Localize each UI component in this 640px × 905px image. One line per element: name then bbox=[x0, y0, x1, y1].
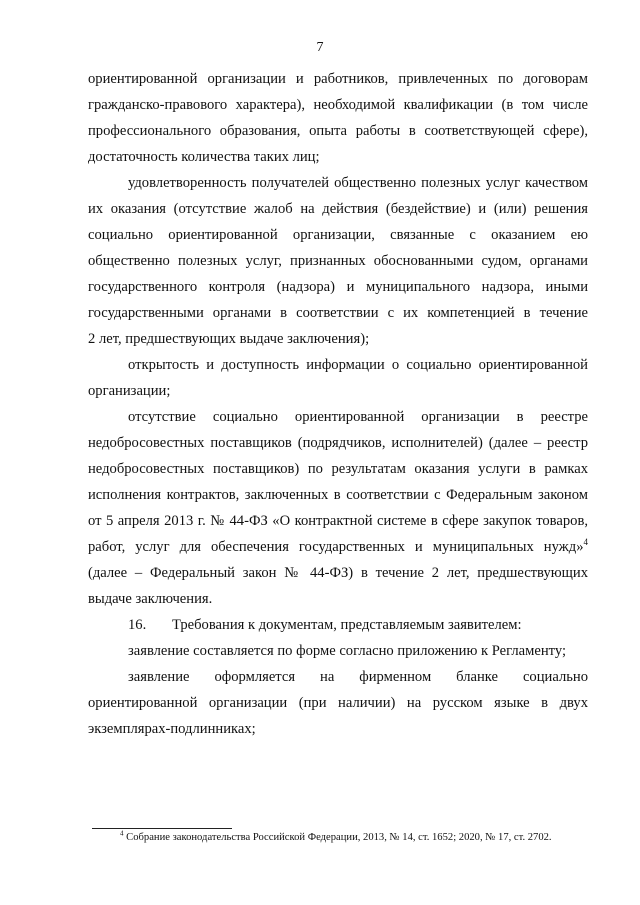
paragraph-information-openness bbox=[88, 352, 588, 404]
text-line: удовлетворенность получателей общественно полезных услуг качеством bbox=[128, 175, 588, 191]
paragraph-application-letterhead bbox=[88, 664, 588, 742]
text-line: достаточность количества таких лиц; bbox=[88, 149, 320, 165]
text-line: ориентированной организации и работников, привлеченных по договорам bbox=[88, 71, 588, 87]
item-number: 16. bbox=[128, 617, 147, 633]
text-line: от 5 апреля 2013 г. № 44-ФЗ «О контрактной системе в сфере закупок товаров, bbox=[88, 513, 588, 529]
footnote-reference: 4 bbox=[583, 537, 588, 548]
text-line bbox=[88, 612, 588, 638]
text-line: недобросовестных поставщиков (подрядчиков, исполнителей) (далее – реестр bbox=[88, 435, 588, 451]
text-line: ориентированной организации (при наличии) на русском языке в двух bbox=[88, 695, 588, 711]
text-line: заявление составляется по форме согласно приложению к Регламенту; bbox=[128, 643, 567, 659]
paragraph-recipient-satisfaction bbox=[88, 170, 588, 352]
paragraph-staff-qualification bbox=[88, 66, 588, 170]
document-body bbox=[88, 66, 588, 742]
text-line: заявление оформляется на фирменном бланке социально bbox=[128, 669, 588, 685]
text-line: открытость и доступность информации о социально ориентированной bbox=[128, 357, 588, 373]
text-line: 2 лет, предшествующих выдаче заключения); bbox=[88, 331, 370, 347]
text-fragment: работ, услуг для обеспечения государственных и муниципальных нужд» bbox=[88, 539, 584, 555]
footnote bbox=[120, 831, 590, 845]
text-line: государственного контроля (надзора) и муниципального надзора, иными bbox=[88, 279, 588, 295]
text-line: гражданско-правового характера), необходимой квалификации (в том числе bbox=[88, 97, 588, 113]
text-line: организации; bbox=[88, 383, 171, 399]
text-line: отсутствие социально ориентированной организации в реестре bbox=[128, 409, 588, 425]
text-line: недобросовестных поставщиков) по результатам оказания услуги в рамках bbox=[88, 461, 588, 477]
text-line-with-footnote bbox=[88, 534, 588, 560]
text-line: социально ориентированной организации, связанные с оказанием ею bbox=[88, 227, 588, 243]
page-number: 7 bbox=[316, 40, 324, 55]
paragraph-item-16 bbox=[88, 612, 588, 638]
text-line: (далее – Федеральный закон № 44-ФЗ) в течение 2 лет, предшествующих bbox=[88, 565, 588, 581]
text-line: их оказания (отсутствие жалоб на действия (бездействие) и (или) решения bbox=[88, 201, 588, 217]
item-heading: Требования к документам, представляемым заявителем: bbox=[172, 617, 522, 633]
text-line: государственными органами в соответствии с их компетенцией в течение bbox=[88, 305, 588, 321]
paragraph-application-form bbox=[88, 638, 588, 664]
text-line: экземплярах-подлинниках; bbox=[88, 721, 256, 737]
text-line: выдаче заключения. bbox=[88, 591, 213, 607]
footnote-marker: 4 bbox=[120, 829, 124, 838]
footnote-text: Собрание законодательства Российской Федерации, 2013, № 14, ст. 1652; 2020, № 17, ст. 2702. bbox=[126, 832, 552, 843]
text-line: общественно полезных услуг, признанных обоснованными судом, органами bbox=[88, 253, 588, 269]
text-line: исполнения контрактов, заключенных в соответствии с Федеральным законом bbox=[88, 487, 588, 503]
footnote-divider bbox=[92, 828, 232, 829]
text-line: профессионального образования, опыта работы в соответствующей сфере), bbox=[88, 123, 588, 139]
paragraph-unfair-suppliers-registry bbox=[88, 404, 588, 612]
